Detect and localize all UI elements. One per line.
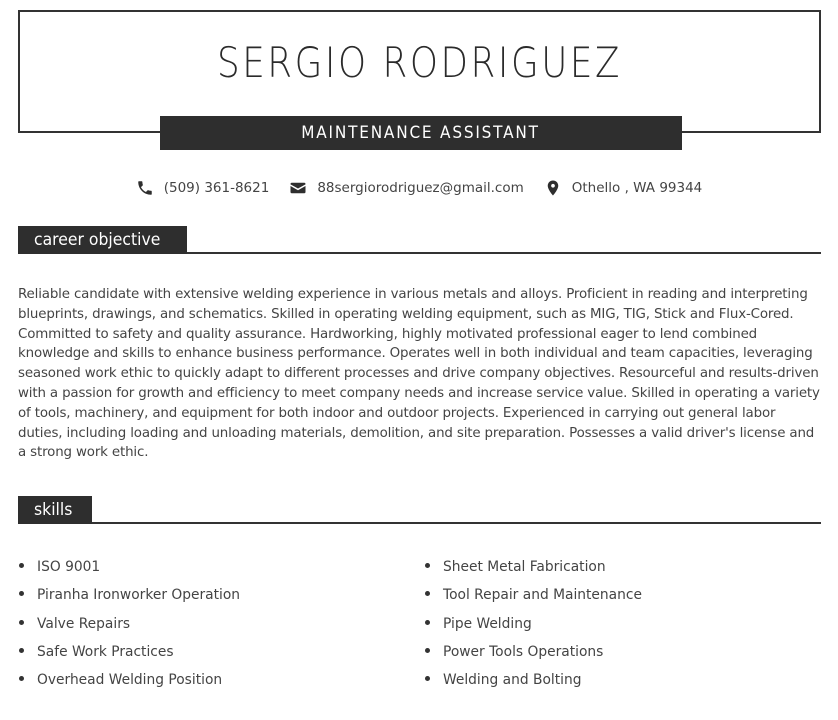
job-title: MAINTENANCE ASSISTANT xyxy=(301,123,541,143)
contact-email xyxy=(289,179,523,197)
skills-list-left xyxy=(18,556,240,697)
skill-item: Valve Repairs xyxy=(18,613,240,641)
contact-row xyxy=(0,176,838,200)
skill-item: Welding and Bolting xyxy=(424,669,642,697)
candidate-name: SERGIO RODRIGUEZ xyxy=(216,38,622,87)
section-label xyxy=(18,496,92,524)
phone-icon xyxy=(136,179,154,197)
skill-item: Tool Repair and Maintenance xyxy=(424,584,642,612)
name-frame-divider-left xyxy=(18,131,160,133)
location-text: Othello , WA 99344 xyxy=(571,180,703,196)
skill-item: Power Tools Operations xyxy=(424,641,642,669)
contact-phone xyxy=(136,179,270,197)
career-objective-text: Reliable candidate with extensive welding experience in various metals and alloys. Proficient in reading and interpreting blueprints, drawings, and schematics. Skilled in operating welding equipment, such as MIG, TIG, Stick and Flux-Cored. Committed to safety and quality assurance. Hardworking, highly motivated professional eager to lend combined knowledge and skills to enhance business performance. Operates well in both individual and team capacities, leveraging seasoned work ethic to quickly adapt to different processes and drive company objectives. Resourceful and results-driven with a passion for growth and efficiency to meet company needs and increase service value. Skilled in operating a variety of tools, machinery, and equipment for both indoor and outdoor projects. Experienced in carrying out general labor duties, including loading and unloading materials, demolition, and site preparation. Possesses a valid driver's license and a strong work ethic. xyxy=(18,287,820,461)
skill-item: ISO 9001 xyxy=(18,556,240,584)
career-objective-title: career objective xyxy=(34,230,161,250)
skill-item: Pipe Welding xyxy=(424,613,642,641)
skills-header xyxy=(18,496,821,524)
contact-location xyxy=(544,179,703,197)
name-frame-divider-right xyxy=(682,131,821,133)
envelope-icon xyxy=(289,179,307,197)
career-objective-header xyxy=(18,226,821,254)
skill-item: Safe Work Practices xyxy=(18,641,240,669)
location-pin-icon xyxy=(544,179,562,197)
job-title-banner xyxy=(160,116,682,150)
email-address: 88sergiorodriguez@gmail.com xyxy=(317,180,524,196)
skill-item: Overhead Welding Position xyxy=(18,669,240,697)
skills-title: skills xyxy=(34,500,73,520)
skill-item: Sheet Metal Fabrication xyxy=(424,556,642,584)
skill-item: Piranha Ironworker Operation xyxy=(18,584,240,612)
section-label xyxy=(18,226,187,254)
phone-number: (509) 361-8621 xyxy=(163,180,270,196)
skills-list-right xyxy=(424,556,642,697)
